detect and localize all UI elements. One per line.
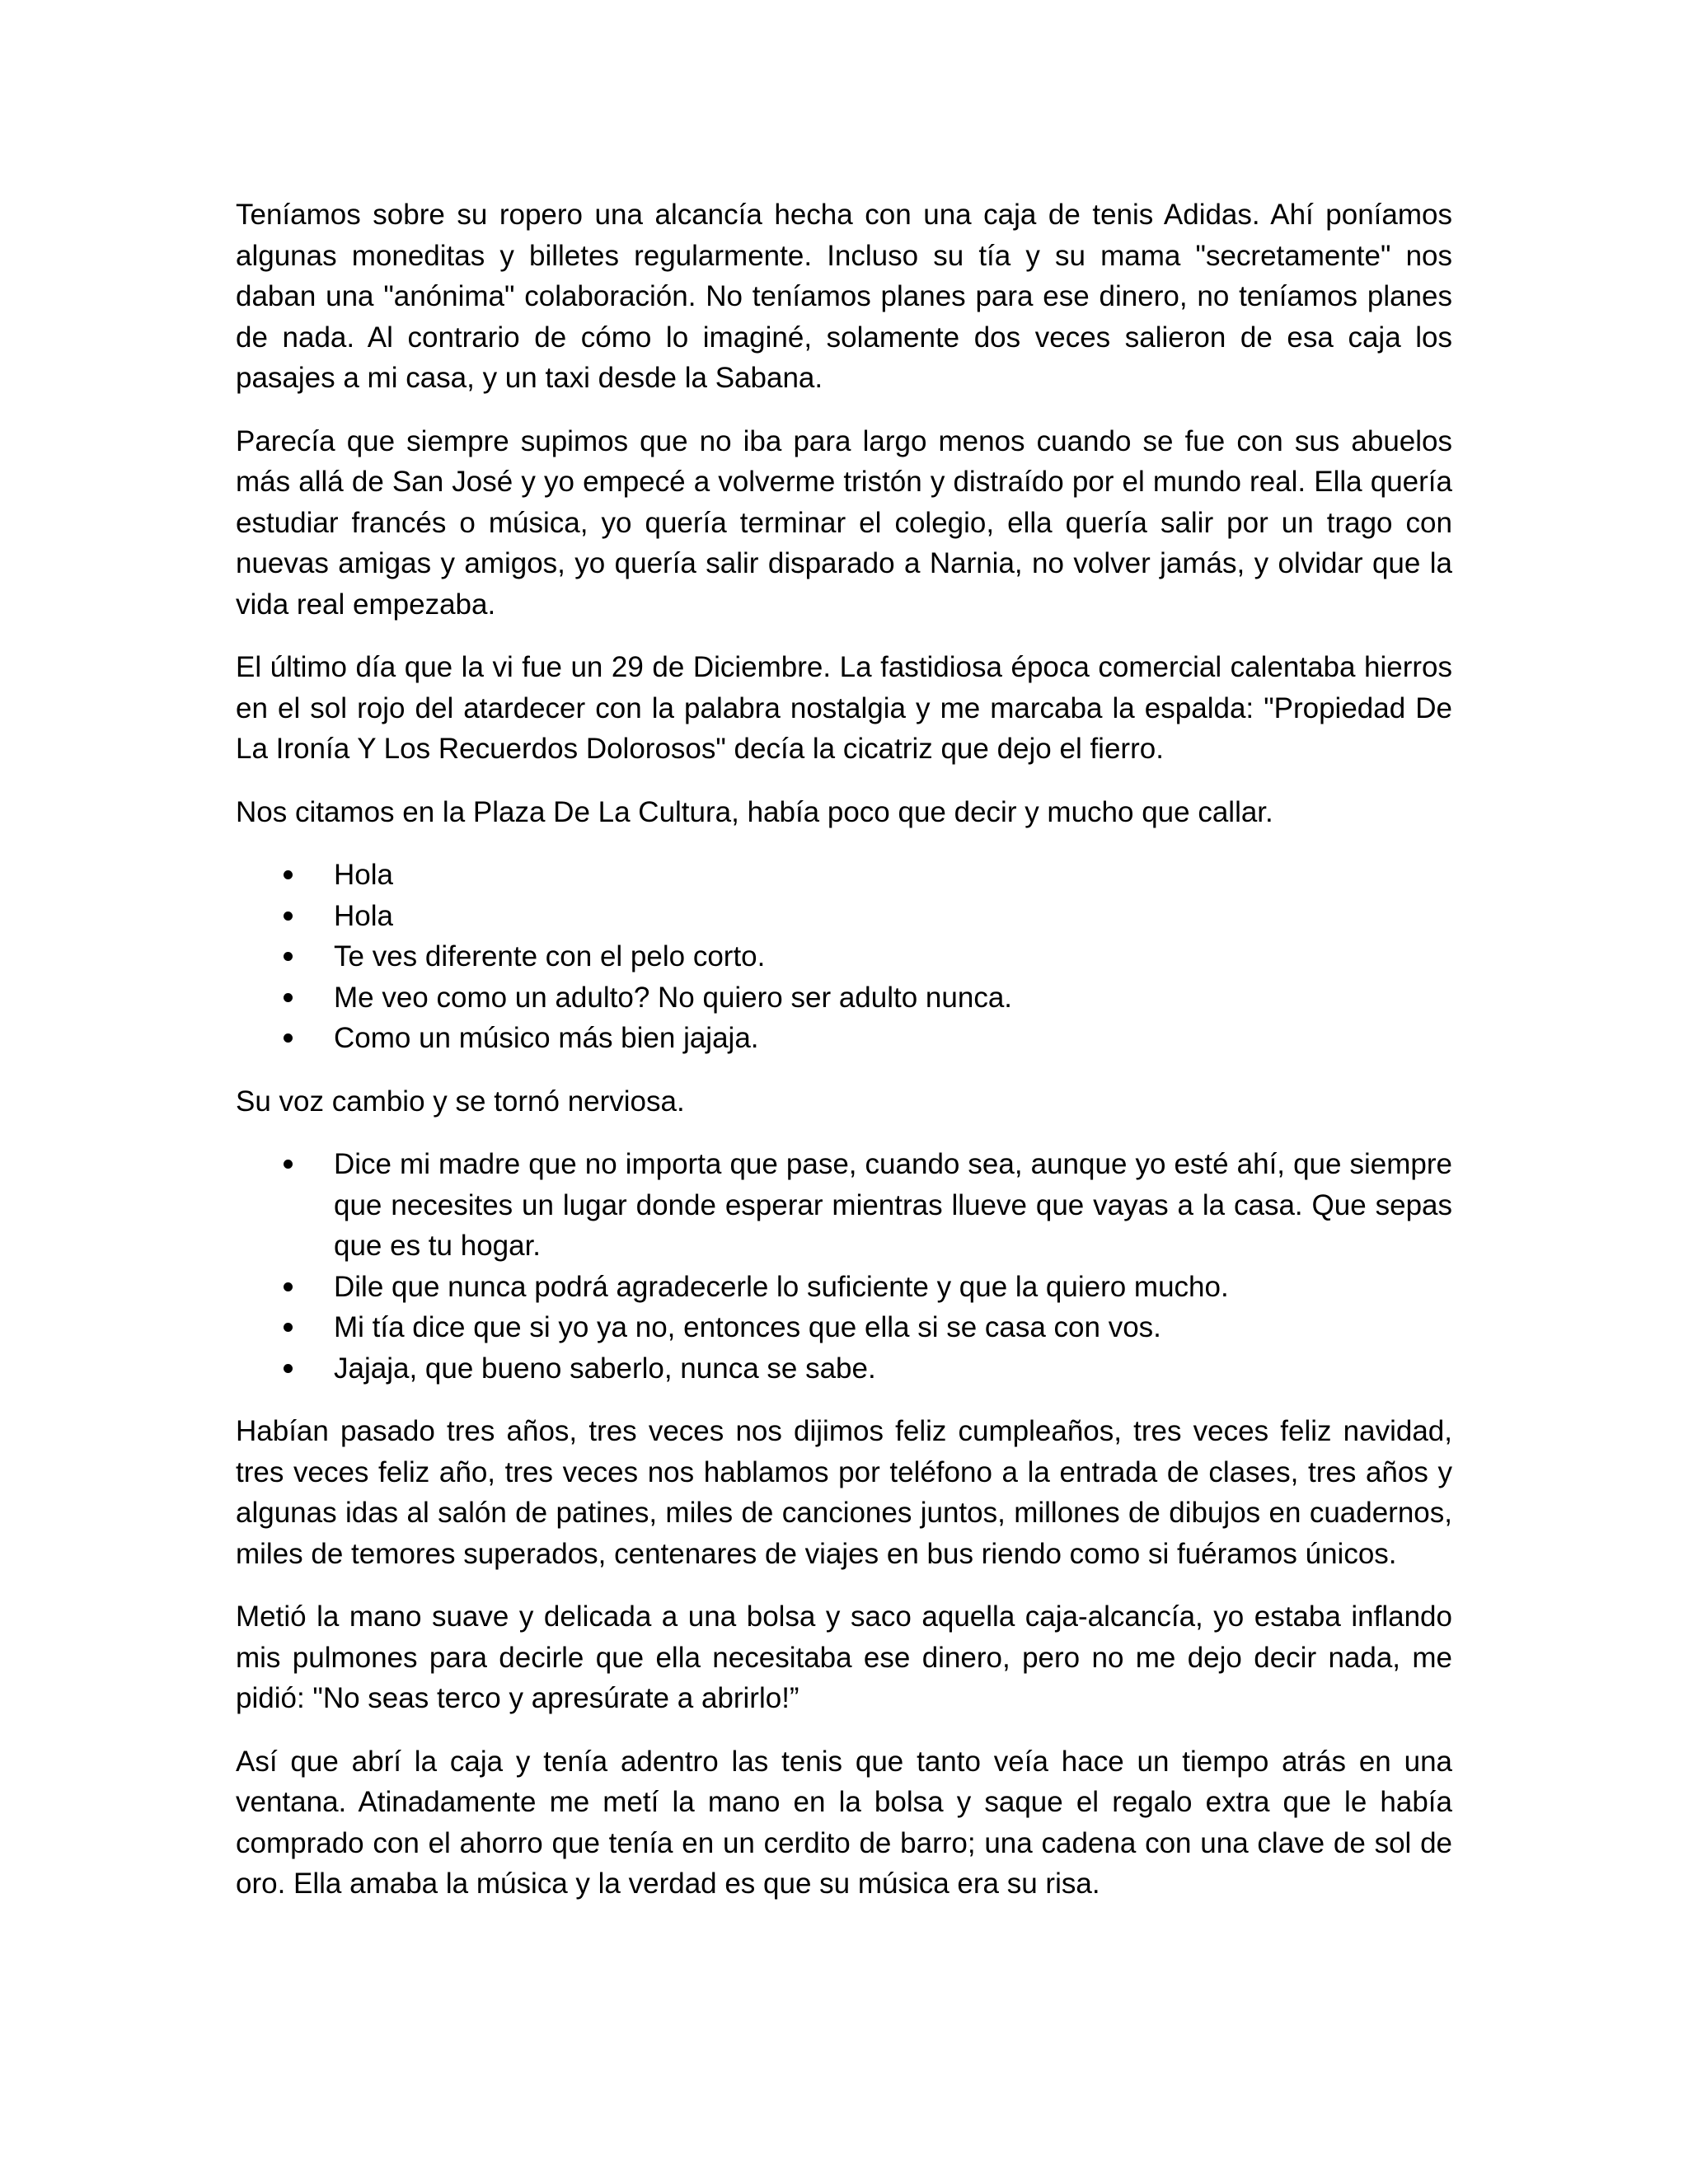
paragraph-voz-cambio: Su voz cambio y se tornó nerviosa.: [236, 1085, 685, 1118]
bullet-icon: [284, 1364, 293, 1373]
dialogue-text: Hola: [334, 899, 393, 932]
document-body: [236, 194, 1452, 1927]
dialogue-text: Jajaja, que bueno saberlo, nunca se sabe.: [334, 1352, 876, 1385]
dialogue-item: [236, 896, 1452, 937]
dialogue-text: Dice mi madre que no importa que pase, cuando sea, aunque yo esté ahí, que siempre que necesites un lugar donde esperar mientras llueve que vayas a la casa. Que sepas que es tu hogar.: [334, 1148, 1452, 1262]
bullet-icon: [284, 993, 293, 1002]
dialogue-item: [236, 1307, 1452, 1348]
bullet-icon: [284, 912, 293, 921]
dialogue-item: [236, 1267, 1452, 1308]
bullet-icon: [284, 952, 293, 961]
paragraph-san-jose: Parecía que siempre supimos que no iba para largo menos cuando se fue con sus abuelos más allá de San José y yo empecé a volverme tristón y distraído por el mundo real. Ella quería estudiar francés o música, yo quería terminar el colegio, ella quería salir por un trago con nuevas amigas y amigos, yo quería salir disparado a Narnia, no volver jamás, y olvidar que la vida real empezaba.: [236, 424, 1452, 621]
dialogue-item: [236, 1144, 1452, 1267]
dialogue-item: [236, 1348, 1452, 1390]
dialogue-text: Mi tía dice que si yo ya no, entonces que ella si se casa con vos.: [334, 1311, 1161, 1343]
paragraph-alcancia: Teníamos sobre su ropero una alcancía hecha con una caja de tenis Adidas. Ahí poníamos algunas moneditas y billetes regularmente. Incluso su tía y su mama "secretamente" nos daban una "anónima" colaboración. No teníamos planes para ese dinero, no teníamos planes de nada. Al contrario de cómo lo imaginé, solamente dos veces salieron de esa caja los pasajes a mi casa, y un taxi desde la Sabana.: [236, 199, 1452, 394]
dialogue-item: [236, 977, 1452, 1019]
dialogue-item: [236, 1018, 1452, 1059]
paragraph-regalo: Así que abrí la caja y tenía adentro las tenis que tanto veía hace un tiempo atrás en una ventana. Atinadamente me metí la mano en la bolsa y saque el regalo extra que le había comprado con el ahorro que tenía en un cerdito de barro; una cadena con una clave de sol de oro. Ella amaba la música y la verdad es que su música era su risa.: [236, 1745, 1452, 1900]
bullet-icon: [284, 1033, 293, 1043]
dialogue-text: Me veo como un adulto? No quiero ser adulto nunca.: [334, 981, 1013, 1014]
dialogue-list-greeting: [236, 855, 1452, 1059]
dialogue-text: Dile que nunca podrá agradecerle lo suficiente y que la quiero mucho.: [334, 1270, 1229, 1303]
paragraph-tres-anos: Habían pasado tres años, tres veces nos dijimos feliz cumpleaños, tres veces feliz navidad, tres veces feliz año, tres veces nos hablamos por teléfono a la entrada de clases, tres años y algunas idas al salón de patines, miles de canciones juntos, millones de dibujos en cuadernos, miles de temores superados, centenares de viajes en bus riendo como si fuéramos únicos.: [236, 1415, 1452, 1570]
dialogue-text: Te ves diferente con el pelo corto.: [334, 940, 766, 972]
dialogue-text: Hola: [334, 859, 393, 891]
bullet-icon: [284, 1282, 293, 1291]
paragraph-plaza-cultura: Nos citamos en la Plaza De La Cultura, había poco que decir y mucho que callar.: [236, 795, 1273, 828]
dialogue-item: [236, 936, 1452, 977]
dialogue-item: [236, 855, 1452, 896]
bullet-icon: [284, 1160, 293, 1169]
bullet-icon: [284, 870, 293, 879]
bullet-icon: [284, 1323, 293, 1332]
paragraph-ultimo-dia: El último día que la vi fue un 29 de Diciembre. La fastidiosa época comercial calentaba hierros en el sol rojo del atardecer con la palabra nostalgia y me marcaba la espalda: "Propiedad De La Ironía Y Los Recuerdos Dolorosos" decía la cicatriz que dejo el fierro.: [236, 651, 1452, 765]
dialogue-text: Como un músico más bien jajaja.: [334, 1022, 759, 1054]
paragraph-caja-alcancia: Metió la mano suave y delicada a una bolsa y saco aquella caja-alcancía, yo estaba inflando mis pulmones para decirle que ella necesitaba ese dinero, pero no me dejo decir nada, me pidió: "No seas terco y apresúrate a abrirlo!”: [236, 1601, 1452, 1714]
dialogue-list-farewell: [236, 1144, 1452, 1389]
